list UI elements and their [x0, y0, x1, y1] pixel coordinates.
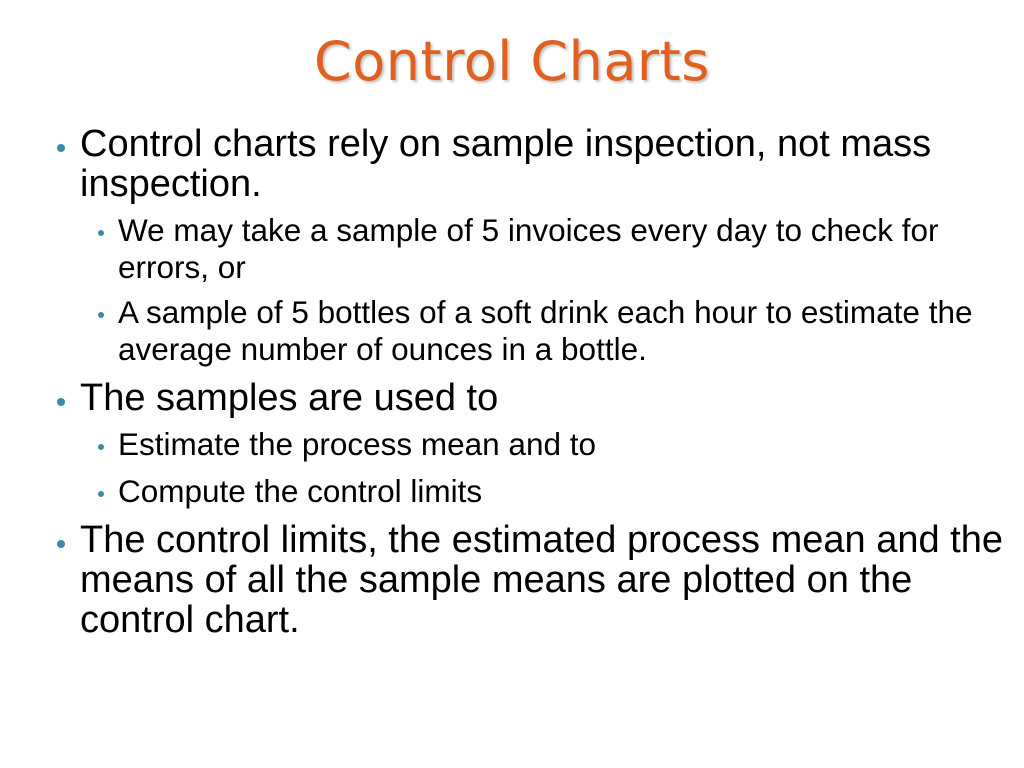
sub-bullet-item — [118, 473, 998, 510]
sub-bullet-item — [118, 294, 998, 368]
bullet-item — [80, 124, 1005, 204]
bullet-dot-icon — [57, 144, 65, 152]
bullet-item — [80, 520, 1005, 640]
sub-bullet-text: Compute the control limits — [118, 473, 483, 509]
bullet-dot-icon — [57, 540, 65, 548]
sub-bullet-text: We may take a sample of 5 invoices every day to check for errors, or — [118, 212, 939, 285]
sub-bullet-item — [118, 426, 998, 463]
bullet-dot-icon — [98, 312, 104, 318]
bullet-dot-icon — [98, 491, 104, 497]
bullet-item — [80, 378, 1005, 418]
sub-bullet-item — [118, 212, 998, 286]
sub-bullet-text: A sample of 5 bottles of a soft drink each hour to estimate the average number of ounces in a bottle. — [118, 294, 973, 367]
bullet-text: The control limits, the estimated process mean and the means of all the sample means are plotted on the control chart. — [80, 519, 1004, 641]
bullet-dot-icon — [57, 398, 65, 406]
bullet-list — [0, 118, 1024, 640]
slide-title: Control Charts — [314, 30, 710, 93]
bullet-text: Control charts rely on sample inspection, not mass inspection. — [80, 123, 932, 205]
bullet-text: The samples are used to — [80, 377, 499, 419]
bullet-dot-icon — [98, 444, 104, 450]
bullet-dot-icon — [98, 230, 104, 236]
sub-bullet-text: Estimate the process mean and to — [118, 426, 597, 462]
